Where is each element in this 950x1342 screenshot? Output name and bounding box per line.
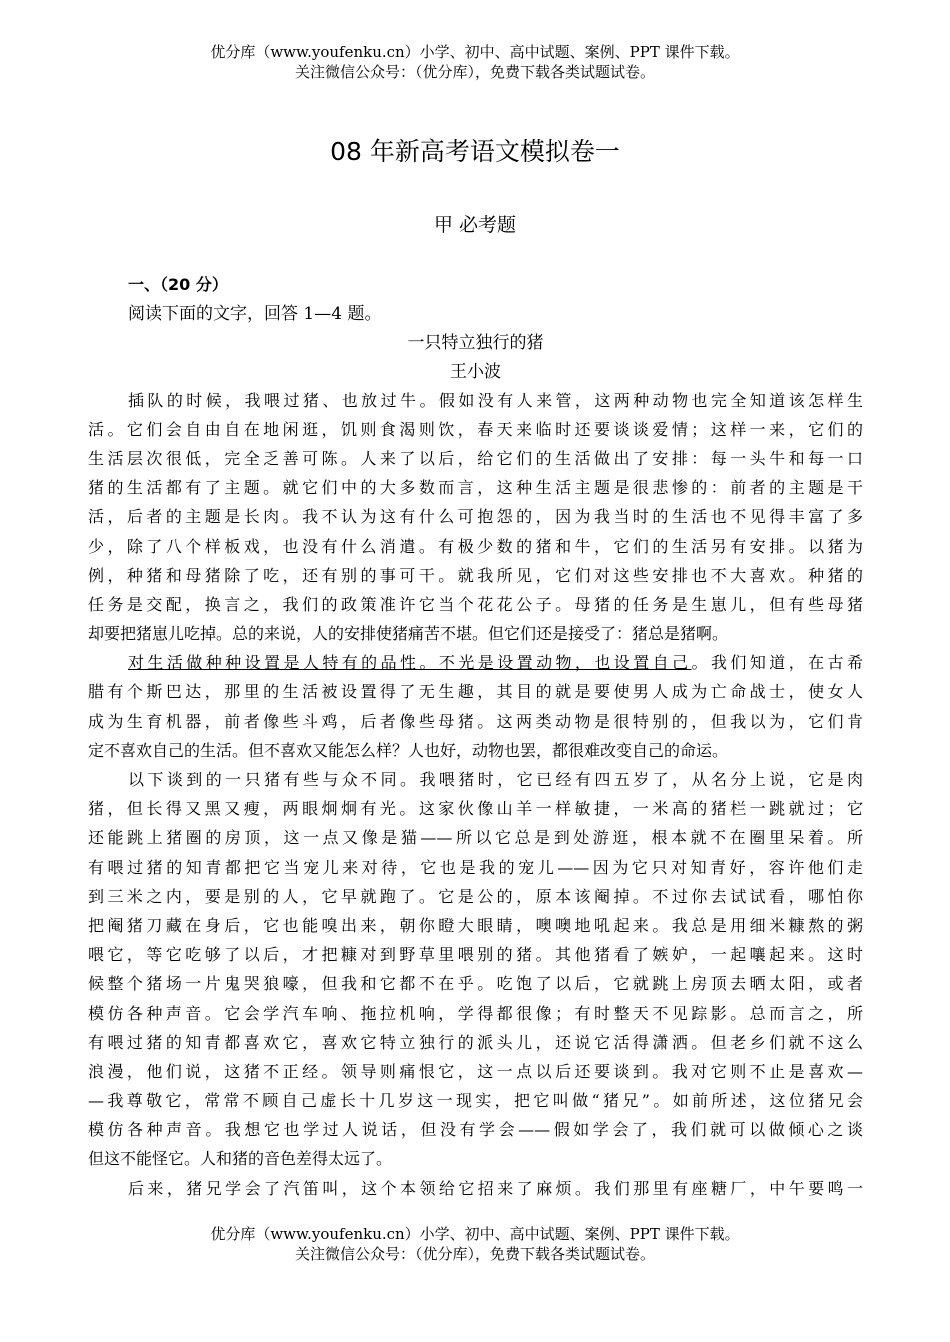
exam-subtitle: 甲 必考题 [433, 214, 517, 236]
paragraph-2 [88, 650, 863, 767]
footer-line-2: 关注微信公众号：（优分库），免费下载各类试题试卷。 [294, 1245, 655, 1263]
text-line: —我尊敬它，常常不顾自己虚长十几岁这一现实，把它叫做“猪兄”。如前所述，这位猪兄会 [88, 1091, 863, 1111]
paragraph-3 [88, 767, 863, 1176]
text-line: 生活层次很低，完全乏善可陈。人来了以后，给它们的生活做出了安排：每一头牛和每一口 [88, 448, 863, 468]
text-line: 例，种猪和母猪除了吃，还有别的事可干。就我所见，它们对这些安排也不大喜欢。种猪的 [88, 565, 863, 585]
text-line: 猪，但长得又黑又瘦，两眼炯炯有光。这家伙像山羊一样敏捷，一米高的猪栏一跳就过；它 [88, 799, 863, 819]
text-line: 成为生育机器，前者像些斗鸡，后者像些母猪。这两类动物是很特别的，但我以为，它们肯 [88, 711, 863, 731]
article-author: 王小波 [450, 362, 501, 383]
text-line: 少，除了八个样板戏，也没有什么消遣。有极少数的猪和牛，它们的生活另有安排。以猪为 [88, 536, 863, 556]
text-fragment: 。我们知道，在古希 [691, 653, 863, 673]
text-line: 以下谈到的一只猪有些与众不同。我喂猪时，它已经有四五岁了，从名分上说，它是肉 [128, 770, 863, 790]
text-line: 喂它，等它吃够了以后，才把糠对到野草里喂别的猪。其他猪看了嫉妒，一起嚷起来。这时 [88, 945, 863, 965]
text-line: 模仿各种声音。它会学汽车响、拖拉机响，学得都很像；有时整天不见踪影。总而言之，所 [88, 1003, 863, 1023]
text-line: 腊有个斯巴达，那里的生活被设置得了无生趣，其目的就是要使男人成为亡命战士，使女人 [88, 682, 863, 702]
header-line-2: 关注微信公众号：（优分库），免费下载各类试题试卷。 [294, 63, 655, 81]
text-line: 后来，猪兄学会了汽笛叫，这个本领给它招来了麻烦。我们那里有座糖厂，中午要鸣一 [128, 1178, 863, 1198]
text-line [88, 650, 863, 679]
text-line: 但这不能怪它。人和猪的音色差得太远了。 [88, 1149, 393, 1169]
text-line: 有喂过猪的知青都把它当宠儿来对待，它也是我的宠儿——因为它只对知青好，容许他们走 [88, 857, 863, 877]
page-footer [0, 1224, 950, 1264]
text-line: 模仿各种声音。我想它也学过人说话，但没有学会——假如学会了，我们就可以做倾心之谈 [88, 1120, 863, 1140]
text-line: 却要把猪崽儿吃掉。总的来说，人的安排使猪痛苦不堪。但它们还是接受了：猪总是猪啊。 [88, 624, 729, 644]
text-line: 活，后者的主题是长肉。我不认为这有什么可抱怨的，因为我当时的生活也不见得丰富了多 [88, 507, 863, 527]
text-line: 活。它们会自由自在地闲逛，饥则食渴则饮，春天来临时还要谈谈爱情；这样一来，它们的 [88, 419, 863, 439]
text-line: 任务是交配，换言之，我们的政策准许它当个花花公子。母猪的任务是生崽儿，但有些母猪 [88, 594, 863, 614]
paragraph-1 [88, 388, 863, 651]
underlined-sentence: 对生活做种种设置是人特有的品性。不光是设置动物，也设置自己 [128, 653, 692, 673]
text-line: 候整个猪场一片鬼哭狼嚎，但我和它都不在乎。吃饱了以后，它就跳上房顶去晒太阳，或者 [88, 974, 863, 994]
text-line: 还能跳上猪圈的房顶，这一点又像是猫——所以它总是到处游逛，根本就不在圈里呆着。所 [88, 828, 863, 848]
header-line-1: 优分库（www.youfenku.cn）小学、初中、高中试题、案例、PPT 课件下载。 [210, 43, 740, 61]
main-content [88, 272, 863, 1205]
reading-instruction: 阅读下面的文字，回答 1—4 题。 [128, 304, 382, 324]
section-heading: 一、（20 分） [128, 275, 228, 294]
exam-title: 08 年新高考语文模拟卷一 [330, 137, 620, 166]
text-line: 把阉猪刀藏在身后，它也能嗅出来，朝你瞪大眼睛，噢噢地吼起来。我总是用细米糠熬的粥 [88, 915, 863, 935]
footer-line-1: 优分库（www.youfenku.cn）小学、初中、高中试题、案例、PPT 课件下载。 [210, 1225, 740, 1243]
paragraph-4 [88, 1176, 863, 1205]
text-line: 定不喜欢自己的生活。但不喜欢又能怎么样？人也好，动物也罢，都很难改变自己的命运。 [88, 740, 729, 760]
text-line: 猪的生活都有了主题。就它们中的大多数而言，这种生活主题是很悲惨的：前者的主题是干 [88, 478, 863, 498]
text-line: 到三米之内，要是别的人，它早就跑了。它是公的，原本该阉掉。不过你去试试看，哪怕你 [88, 886, 863, 906]
article-title: 一只特立独行的猪 [407, 333, 544, 354]
page-header [0, 42, 950, 82]
text-line: 有喂过猪的知青都喜欢它，喜欢它特立独行的派头儿，还说它活得潇洒。但老乡们就不这么 [88, 1032, 863, 1052]
text-line: 插队的时候，我喂过猪、也放过牛。假如没有人来管，这两种动物也完全知道该怎样生 [128, 390, 863, 410]
text-line: 浪漫，他们说，这猪不正经。领导则痛恨它，这一点以后还要谈到。我对它则不止是喜欢— [88, 1061, 863, 1081]
